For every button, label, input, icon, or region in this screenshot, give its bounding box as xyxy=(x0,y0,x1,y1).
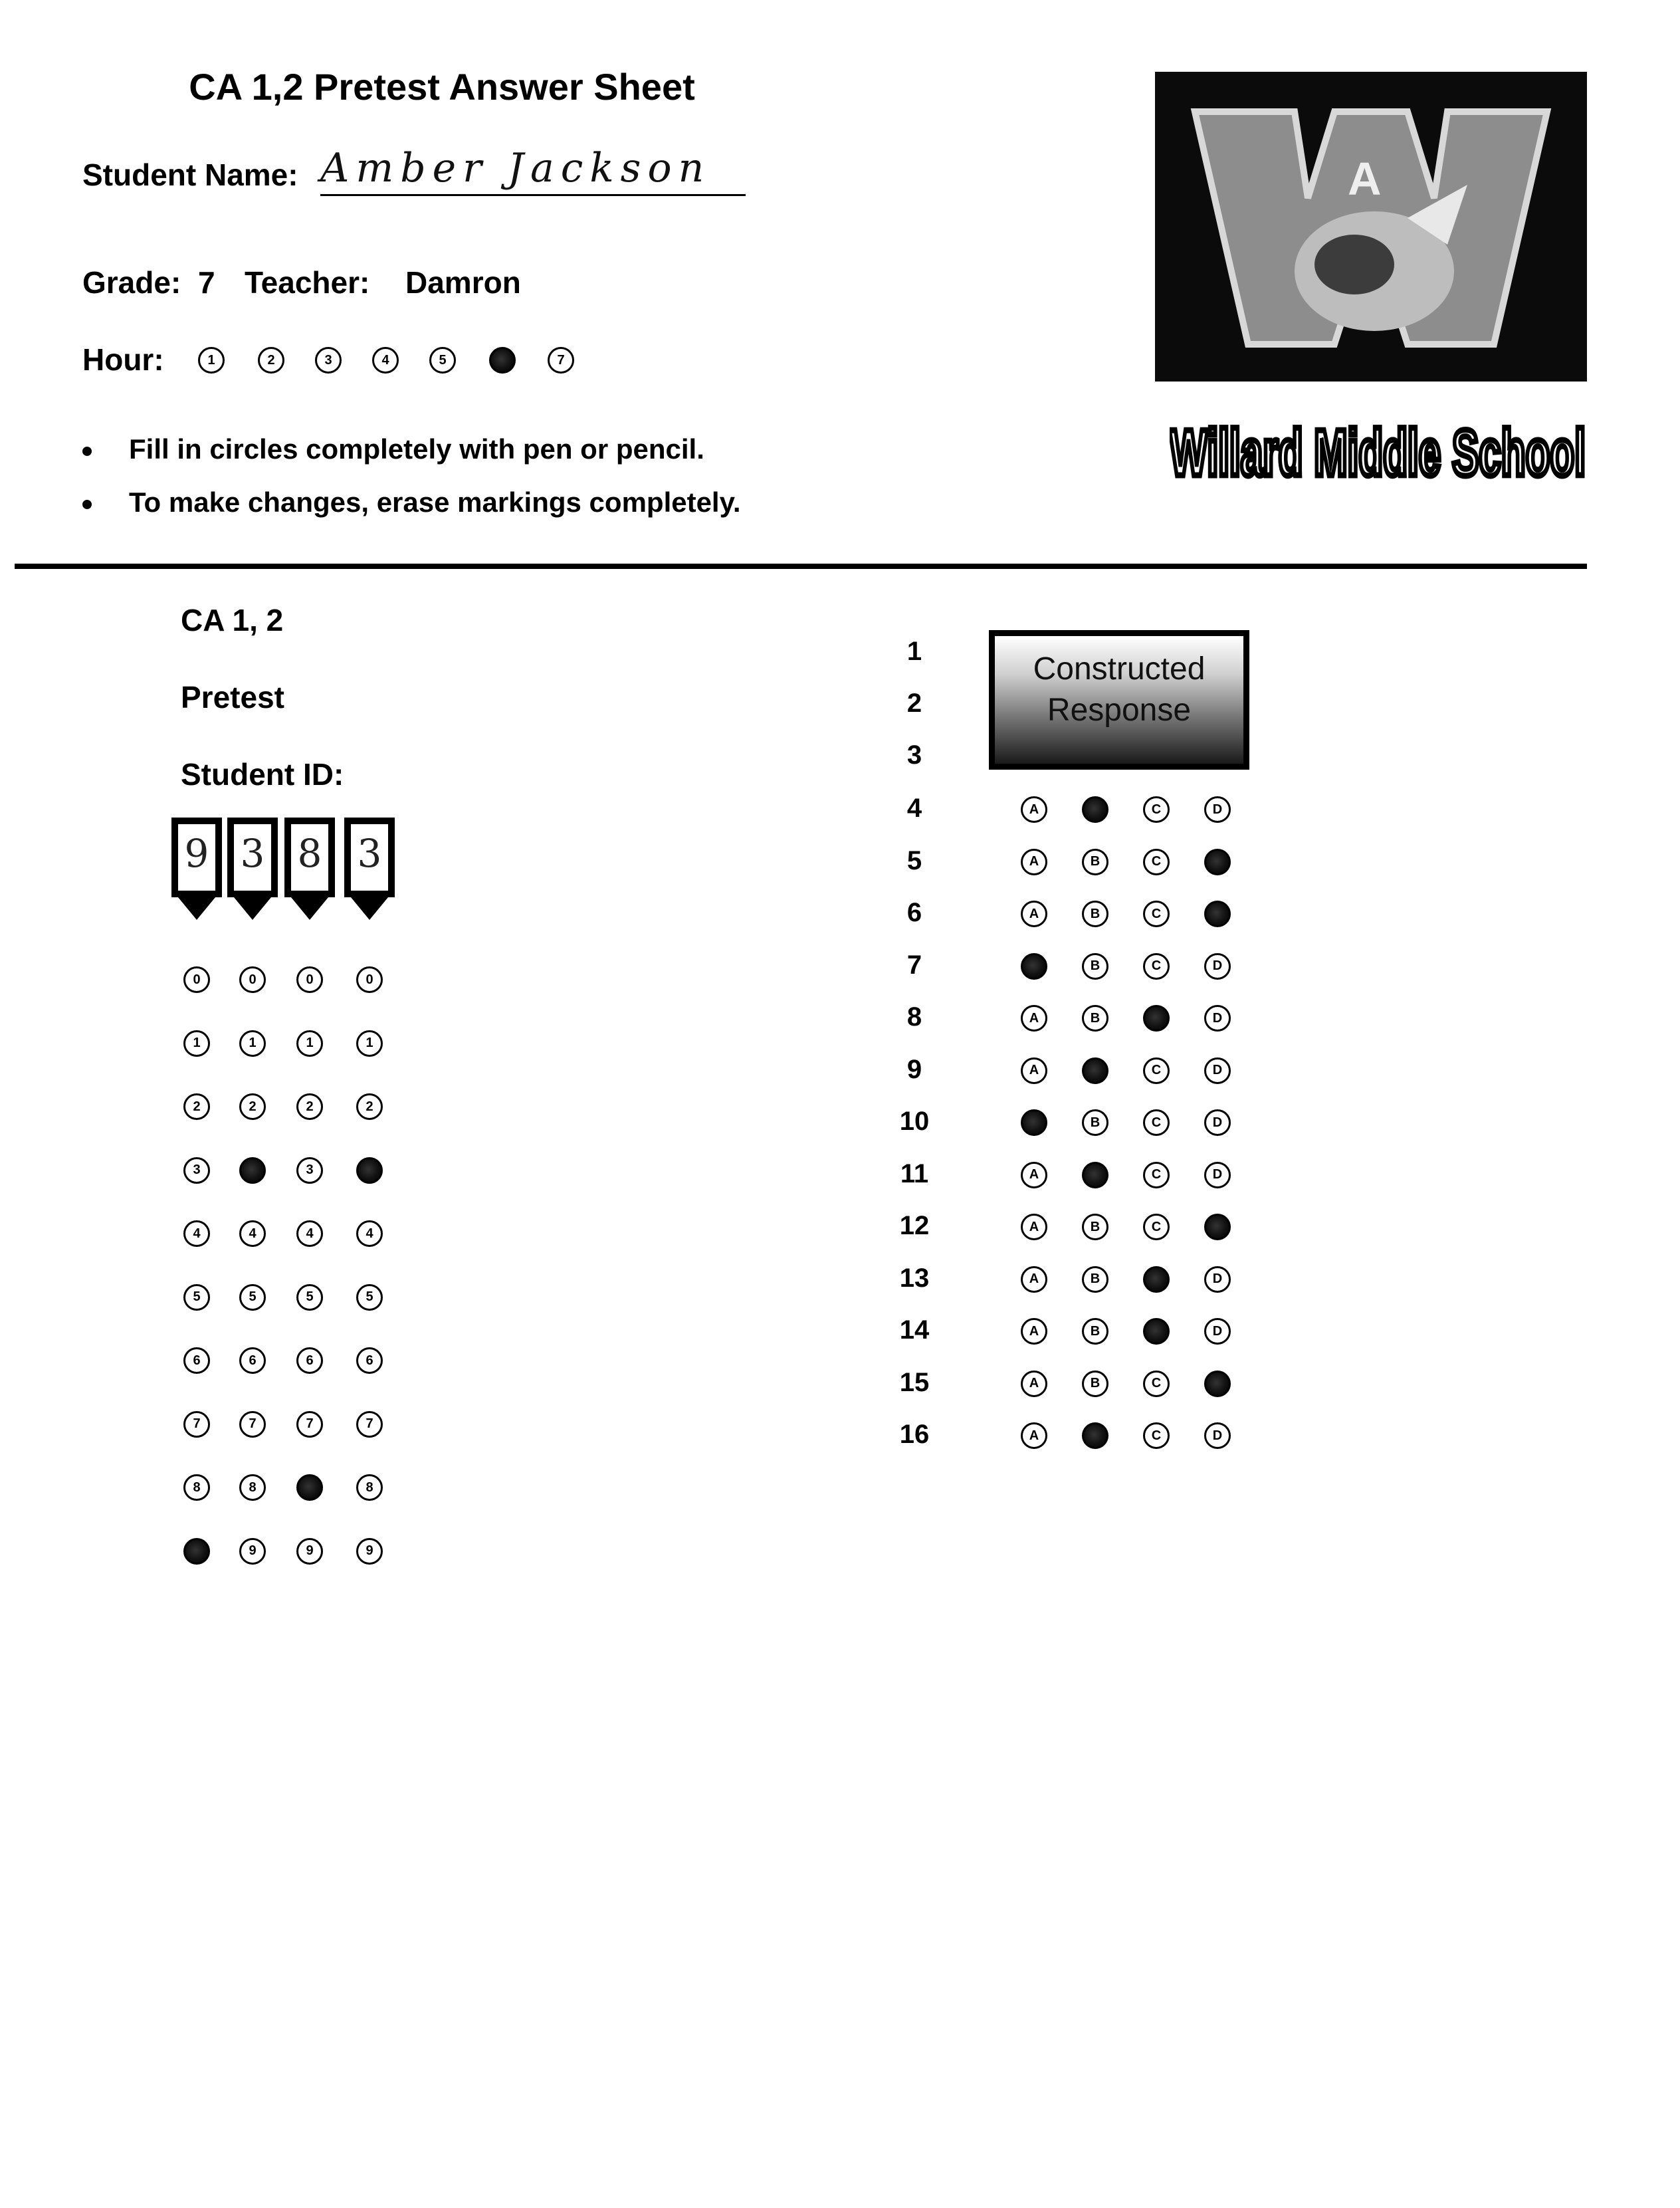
bubble-label: C xyxy=(1151,1219,1162,1234)
student-id-box-3[interactable] xyxy=(284,818,335,897)
bubble-label: A xyxy=(1029,1219,1039,1234)
question-number: 11 xyxy=(900,1159,929,1188)
answer-bubble-q13-B[interactable] xyxy=(1082,1266,1108,1293)
question-number: 12 xyxy=(899,1211,930,1240)
section-divider xyxy=(15,564,1587,569)
bubble-label: 5 xyxy=(249,1289,257,1304)
student-id-bubble-col1-6[interactable] xyxy=(183,1347,210,1374)
bubble-label: 2 xyxy=(249,1099,257,1114)
bubble-label: A xyxy=(1029,1063,1039,1077)
bubble-label: 1 xyxy=(193,1036,201,1050)
student-id-bubble-col2-8[interactable] xyxy=(239,1474,266,1501)
instruction-2 xyxy=(82,487,741,518)
answer-bubble-q12-A[interactable] xyxy=(1021,1214,1047,1240)
answer-bubble-q10-D[interactable] xyxy=(1204,1109,1231,1136)
bubble-label: A xyxy=(1029,1428,1039,1443)
answer-bubble-q10-B[interactable] xyxy=(1082,1109,1108,1136)
student-id-bubble-col1-7[interactable] xyxy=(183,1411,210,1438)
hour-bubble-4[interactable] xyxy=(372,347,399,374)
bubble-label: A xyxy=(1029,802,1039,817)
bubble-label: D xyxy=(1212,802,1223,817)
bubble-label: D xyxy=(1212,1063,1223,1077)
bubble-label: 7 xyxy=(366,1416,373,1431)
bubble-label: D xyxy=(1212,1271,1223,1286)
student-id-bubble-col3-9[interactable] xyxy=(296,1538,323,1565)
bubble-label: 4 xyxy=(381,352,389,368)
answer-bubble-q10-C[interactable] xyxy=(1143,1109,1170,1136)
answer-bubble-q5-B[interactable] xyxy=(1082,849,1108,875)
answer-bubble-q15-B[interactable] xyxy=(1082,1371,1108,1397)
student-id-bubble-col2-0[interactable] xyxy=(239,966,266,993)
instruction-1-text: Fill in circles completely with pen or pencil. xyxy=(129,433,704,465)
name-underline xyxy=(320,194,746,196)
student-id-bubble-col1-4[interactable] xyxy=(183,1220,210,1247)
grade-value: 7 xyxy=(198,265,215,300)
student-id-bubble-col3-3[interactable] xyxy=(296,1157,323,1184)
bubble-label: B xyxy=(1090,1271,1101,1286)
bubble-label: D xyxy=(1212,1428,1223,1443)
bubble-label: 1 xyxy=(306,1036,314,1050)
bubble-label: B xyxy=(1090,1115,1101,1130)
bubble-label: A xyxy=(1029,1010,1039,1026)
bubble-label: 2 xyxy=(193,1099,201,1114)
answer-bubble-q7-C[interactable] xyxy=(1143,953,1170,980)
answer-bubble-q16-B[interactable] xyxy=(1082,1422,1108,1449)
instruction-2-text: To make changes, erase markings completely. xyxy=(129,487,741,518)
answer-bubble-q14-D[interactable] xyxy=(1204,1318,1231,1345)
student-id-digit: 3 xyxy=(357,831,382,876)
student-id-bubble-col1-1[interactable] xyxy=(183,1030,210,1057)
bubble-label: B xyxy=(1090,854,1101,869)
student-id-bubble-col1-9[interactable] xyxy=(183,1538,210,1565)
constructed-response-label-2: Response xyxy=(1047,693,1192,728)
bubble-label: 9 xyxy=(366,1543,373,1558)
answer-bubble-q13-C[interactable] xyxy=(1143,1266,1170,1293)
bubble-label: A xyxy=(1029,1271,1039,1286)
bubble-label: 7 xyxy=(193,1416,201,1431)
bubble-label: 5 xyxy=(306,1289,314,1304)
student-id-bubble-col3-1[interactable] xyxy=(296,1030,323,1057)
student-id-bubble-col2-5[interactable] xyxy=(239,1284,266,1311)
hour-bubble-2[interactable] xyxy=(258,347,284,374)
answer-bubble-q6-B[interactable] xyxy=(1082,901,1108,927)
question-number: 10 xyxy=(899,1107,930,1136)
question-number: 9 xyxy=(906,1054,922,1084)
answer-bubble-q5-C[interactable] xyxy=(1143,849,1170,875)
hour-bubble-1[interactable] xyxy=(198,347,225,374)
bubble-label: B xyxy=(1090,1219,1101,1234)
hour-bubble-6[interactable] xyxy=(489,347,516,374)
answer-bubble-q9-D[interactable] xyxy=(1204,1057,1231,1084)
answer-bubble-q13-A[interactable] xyxy=(1021,1266,1047,1293)
student-id-box-2[interactable] xyxy=(227,818,278,897)
student-id-digit: 8 xyxy=(297,831,322,876)
hour-bubble-7[interactable] xyxy=(548,347,574,374)
answer-bubble-q7-A[interactable] xyxy=(1021,953,1047,980)
answer-bubble-q16-C[interactable] xyxy=(1143,1422,1170,1449)
teacher-value: Damron xyxy=(405,265,521,300)
student-id-bubble-col4-0[interactable] xyxy=(356,966,383,993)
question-number: 13 xyxy=(899,1263,930,1293)
bubble-label: 0 xyxy=(193,972,201,987)
answer-bubble-q14-A[interactable] xyxy=(1021,1318,1047,1345)
answer-bubble-q11-C[interactable] xyxy=(1143,1162,1170,1188)
student-id-bubble-col2-3[interactable] xyxy=(239,1157,266,1184)
student-name-handwriting: Amber Jackson xyxy=(320,145,711,191)
bubble-label: C xyxy=(1151,1063,1162,1077)
student-id-bubble-col1-0[interactable] xyxy=(183,966,210,993)
bubble-label: C xyxy=(1151,1376,1162,1390)
bubble-label: 2 xyxy=(267,352,275,368)
student-id-bubble-col4-7[interactable] xyxy=(356,1411,383,1438)
answer-bubble-q14-B[interactable] xyxy=(1082,1318,1108,1345)
bubble-label: 4 xyxy=(366,1226,373,1241)
student-id-bubble-col3-6[interactable] xyxy=(296,1347,323,1374)
answer-bubble-q14-C[interactable] xyxy=(1143,1318,1170,1345)
bubble-label: B xyxy=(1090,1010,1101,1026)
answer-bubble-q15-D[interactable] xyxy=(1204,1371,1231,1397)
question-number: 16 xyxy=(899,1420,930,1449)
bubble-label: D xyxy=(1212,958,1223,973)
answer-bubble-q10-A[interactable] xyxy=(1021,1109,1047,1136)
question-number: 14 xyxy=(899,1315,930,1345)
student-id-bubble-col2-6[interactable] xyxy=(239,1347,266,1374)
bubble-label: 4 xyxy=(249,1226,257,1241)
bubble-label: 8 xyxy=(366,1480,373,1495)
answer-bubble-q9-A[interactable] xyxy=(1021,1057,1047,1084)
bubble-label: 3 xyxy=(306,1162,314,1177)
school-name-wordmark xyxy=(1170,402,1588,489)
w-mascot-icon xyxy=(1155,72,1587,382)
answer-bubble-q16-A[interactable] xyxy=(1021,1422,1047,1449)
question-number: 15 xyxy=(899,1367,930,1397)
student-id-bubble-col3-8[interactable] xyxy=(296,1474,323,1501)
student-id-bubble-col4-9[interactable] xyxy=(356,1538,383,1565)
student-id-label: Student ID: xyxy=(181,757,344,792)
question-number: 1 xyxy=(906,637,922,666)
answer-bubble-q4-C[interactable] xyxy=(1143,796,1170,823)
answer-bubble-q9-C[interactable] xyxy=(1143,1057,1170,1084)
answer-bubble-q4-D[interactable] xyxy=(1204,796,1231,823)
bubble-label: 6 xyxy=(193,1353,201,1368)
student-id-bubble-col3-5[interactable] xyxy=(296,1284,323,1311)
student-id-bubble-col2-1[interactable] xyxy=(239,1030,266,1057)
student-id-bubble-col1-5[interactable] xyxy=(183,1284,210,1311)
answer-bubble-q12-D[interactable] xyxy=(1204,1214,1231,1240)
student-id-bubble-col1-3[interactable] xyxy=(183,1157,210,1184)
sheet-title: CA 1,2 Pretest Answer Sheet xyxy=(189,66,695,108)
bubble-label: D xyxy=(1212,1323,1223,1339)
bubble-label: 2 xyxy=(366,1099,373,1114)
student-id-bubble-col2-2[interactable] xyxy=(239,1093,266,1120)
student-id-box-4[interactable] xyxy=(344,818,395,897)
bubble-label: 5 xyxy=(366,1289,373,1304)
bubble-label: 5 xyxy=(193,1289,201,1304)
bubble-label: B xyxy=(1090,906,1101,921)
bubble-label: 7 xyxy=(249,1416,257,1431)
bubble-label: 3 xyxy=(324,352,332,368)
bubble-label: 3 xyxy=(193,1162,201,1177)
student-id-bubble-col3-4[interactable] xyxy=(296,1220,323,1247)
bubble-label: D xyxy=(1212,1010,1223,1026)
bubble-label: 7 xyxy=(306,1416,314,1431)
bubble-label: 8 xyxy=(193,1480,201,1495)
answer-bubble-q6-C[interactable] xyxy=(1143,901,1170,927)
bubble-label: B xyxy=(1090,958,1101,973)
answer-bubble-q8-C[interactable] xyxy=(1143,1005,1170,1032)
bubble-label: 0 xyxy=(306,972,314,987)
bubble-label: B xyxy=(1090,1323,1101,1339)
grade-label: Grade: xyxy=(82,265,181,300)
answer-bubble-q13-D[interactable] xyxy=(1204,1266,1231,1293)
constructed-response-box xyxy=(989,630,1249,770)
down-arrow-icon xyxy=(234,897,271,920)
student-id-bubble-col4-2[interactable] xyxy=(356,1093,383,1120)
hour-bubble-3[interactable] xyxy=(315,347,342,374)
bubble-label: 9 xyxy=(249,1543,257,1558)
instruction-1 xyxy=(82,433,704,465)
student-name-label: Student Name: xyxy=(82,158,298,192)
bubble-label: 1 xyxy=(249,1036,257,1050)
question-number: 4 xyxy=(906,794,922,823)
answer-bubble-q7-D[interactable] xyxy=(1204,953,1231,980)
down-arrow-icon xyxy=(291,897,328,920)
answer-bubble-q8-A[interactable] xyxy=(1021,1005,1047,1032)
bubble-label: 2 xyxy=(306,1099,314,1114)
student-id-bubble-col2-4[interactable] xyxy=(239,1220,266,1247)
bubble-label: 5 xyxy=(439,352,447,368)
answer-bubble-q16-D[interactable] xyxy=(1204,1422,1231,1449)
bubble-label: C xyxy=(1151,1428,1162,1443)
answer-bubble-q5-A[interactable] xyxy=(1021,849,1047,875)
student-id-bubble-col4-4[interactable] xyxy=(356,1220,383,1247)
bubble-label: C xyxy=(1151,1115,1162,1130)
bubble-label: 0 xyxy=(249,972,257,987)
answer-bubble-q4-B[interactable] xyxy=(1082,796,1108,823)
bubble-label: C xyxy=(1151,906,1162,921)
student-id-digit: 3 xyxy=(240,831,265,876)
bubble-label: C xyxy=(1151,1167,1162,1182)
answer-bubble-q8-B[interactable] xyxy=(1082,1005,1108,1032)
student-id-bubble-col4-5[interactable] xyxy=(356,1284,383,1311)
down-arrow-icon xyxy=(351,897,388,920)
student-id-bubble-col1-2[interactable] xyxy=(183,1093,210,1120)
bubble-label: A xyxy=(1029,906,1039,921)
bubble-label: 6 xyxy=(306,1353,314,1368)
student-id-bubble-col4-3[interactable] xyxy=(356,1157,383,1184)
course-label: CA 1, 2 xyxy=(181,603,284,637)
hour-bubble-5[interactable] xyxy=(429,347,456,374)
student-id-bubble-col4-8[interactable] xyxy=(356,1474,383,1501)
answer-bubble-q5-D[interactable] xyxy=(1204,849,1231,875)
question-number: 7 xyxy=(906,950,922,980)
student-id-bubble-col4-6[interactable] xyxy=(356,1347,383,1374)
student-id-bubble-col3-0[interactable] xyxy=(296,966,323,993)
bullet-icon xyxy=(82,447,92,456)
answer-bubble-q15-A[interactable] xyxy=(1021,1371,1047,1397)
bubble-label: D xyxy=(1212,1115,1223,1130)
bubble-label: 6 xyxy=(366,1353,373,1368)
student-id-digit: 9 xyxy=(184,831,209,876)
bubble-label: A xyxy=(1029,1167,1039,1182)
bullet-icon xyxy=(82,500,92,509)
answer-bubble-q12-C[interactable] xyxy=(1143,1214,1170,1240)
student-id-bubble-col3-2[interactable] xyxy=(296,1093,323,1120)
bubble-label: 4 xyxy=(306,1226,314,1241)
school-logo xyxy=(1155,72,1587,382)
bubble-label: 1 xyxy=(366,1036,373,1050)
bubble-label: A xyxy=(1029,1376,1039,1390)
student-id-bubble-col3-7[interactable] xyxy=(296,1411,323,1438)
bubble-label: D xyxy=(1212,1167,1223,1182)
question-number: 6 xyxy=(906,898,922,927)
constructed-response-label-1: Constructed xyxy=(1033,651,1206,687)
bubble-label: 7 xyxy=(557,352,565,368)
answer-bubble-q6-A[interactable] xyxy=(1021,901,1047,927)
student-id-bubble-col2-7[interactable] xyxy=(239,1411,266,1438)
answer-bubble-q12-B[interactable] xyxy=(1082,1214,1108,1240)
test-type-label: Pretest xyxy=(181,680,284,715)
answer-bubble-q11-D[interactable] xyxy=(1204,1162,1231,1188)
bubble-label: B xyxy=(1090,1376,1101,1390)
question-number: 2 xyxy=(906,689,922,718)
bubble-label: A xyxy=(1029,1323,1039,1339)
bubble-label: 6 xyxy=(249,1353,257,1368)
student-name-field[interactable] xyxy=(320,145,759,198)
student-id-box-1[interactable] xyxy=(171,818,222,897)
answer-bubble-q11-B[interactable] xyxy=(1082,1162,1108,1188)
bubble-label: 9 xyxy=(306,1543,314,1558)
svg-text:A: A xyxy=(1348,153,1382,205)
student-id-bubble-col1-8[interactable] xyxy=(183,1474,210,1501)
answer-bubble-q7-B[interactable] xyxy=(1082,953,1108,980)
answer-bubble-q9-B[interactable] xyxy=(1082,1057,1108,1084)
hour-label: Hour: xyxy=(82,342,164,377)
student-id-bubble-col4-1[interactable] xyxy=(356,1030,383,1057)
bubble-label: 1 xyxy=(207,352,215,368)
answer-bubble-q15-C[interactable] xyxy=(1143,1371,1170,1397)
answer-bubble-q11-A[interactable] xyxy=(1021,1162,1047,1188)
teacher-label: Teacher: xyxy=(245,265,370,300)
bubble-label: A xyxy=(1029,854,1039,869)
question-number: 8 xyxy=(906,1002,922,1032)
bubble-label: 0 xyxy=(366,972,373,987)
answer-bubble-q4-A[interactable] xyxy=(1021,796,1047,823)
bubble-label: C xyxy=(1151,854,1162,869)
student-id-bubble-col2-9[interactable] xyxy=(239,1538,266,1565)
school-name-text: Willard Middle School xyxy=(1170,416,1586,489)
answer-bubble-q8-D[interactable] xyxy=(1204,1005,1231,1032)
bubble-label: C xyxy=(1151,958,1162,973)
bubble-label: C xyxy=(1151,802,1162,817)
question-number: 5 xyxy=(906,845,922,875)
bubble-label: 4 xyxy=(193,1226,201,1241)
down-arrow-icon xyxy=(178,897,215,920)
bubble-label: 8 xyxy=(249,1480,257,1495)
answer-bubble-q6-D[interactable] xyxy=(1204,901,1231,927)
question-number: 3 xyxy=(906,740,922,770)
